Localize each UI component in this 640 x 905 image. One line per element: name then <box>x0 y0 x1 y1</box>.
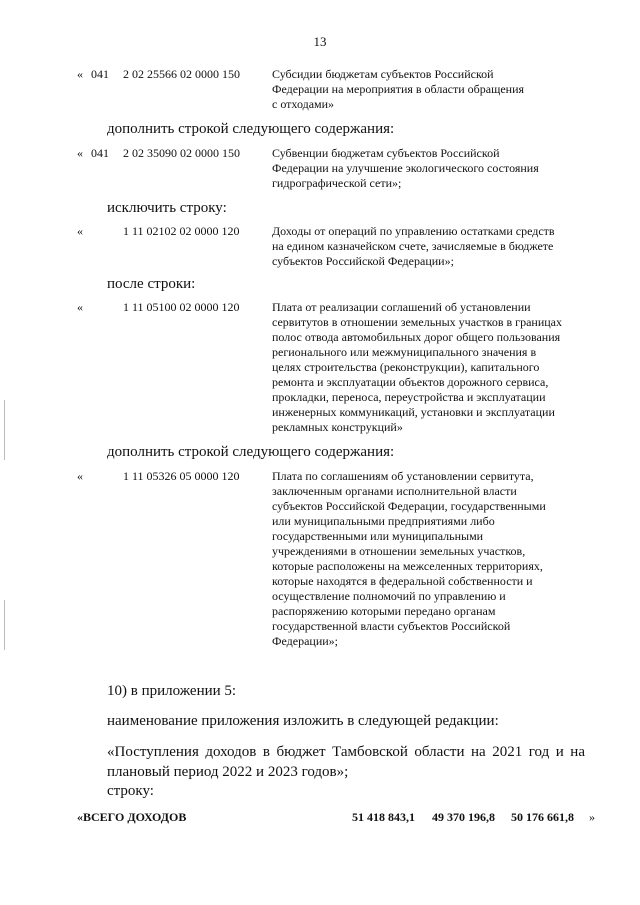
scan-edge-mark <box>4 400 5 460</box>
instruction-after-row: после строки: <box>107 276 196 292</box>
page-number: 13 <box>313 34 327 49</box>
entry-quote: « <box>77 469 83 483</box>
desc-line: ремонта и эксплуатации объектов дорожного сервиса, <box>272 375 549 389</box>
total-2021: 51 418 843,1 <box>352 810 415 824</box>
entry-description <box>272 146 602 191</box>
scan-edge-mark <box>4 600 5 650</box>
desc-line: гидрографической сети»; <box>272 176 402 190</box>
entry-budget-code: 1 11 05326 05 0000 120 <box>123 469 240 483</box>
name-instruction: наименование приложения изложить в следующей редакции: <box>107 713 499 729</box>
desc-line: регионального или межмуниципального значения в <box>272 345 537 359</box>
instruction-add-row: дополнить строкой следующего содержания: <box>107 444 395 460</box>
desc-line: заключенным органами исполнительной власти <box>272 484 517 498</box>
total-close-quote: » <box>589 810 595 824</box>
desc-line: Федерации на улучшение экологического состояния <box>272 161 539 175</box>
desc-line: прокладки, переноса, переустройства и эксплуатации <box>272 390 546 404</box>
row-instruction: строку: <box>107 783 154 799</box>
desc-line: Федерации на мероприятия в области обращения <box>272 82 525 96</box>
desc-line: рекламных конструкций» <box>272 420 403 434</box>
desc-line: Субсидии бюджетам субъектов Российской <box>272 67 494 81</box>
desc-line: субъектов Российской Федерации»; <box>272 254 454 268</box>
desc-line: Плата от реализации соглашений об установлении <box>272 300 531 314</box>
desc-line: Доходы от операций по управлению остатками средств <box>272 224 555 238</box>
desc-line: учреждениями в отношении земельных участков, <box>272 544 526 558</box>
entry-description <box>272 67 602 112</box>
entry-description <box>272 469 602 649</box>
entry-budget-code: 2 02 25566 02 0000 150 <box>123 67 240 81</box>
desc-line: государственными или муниципальными <box>272 529 484 543</box>
desc-line: распоряжению которыми передано органам <box>272 604 496 618</box>
desc-line: сервитутов в отношении земельных участков в границах <box>272 315 562 329</box>
desc-line: на едином казначейском счете, зачисляемые в бюджете <box>272 239 554 253</box>
desc-line: которые расположены на межселенных территориях, <box>272 559 543 573</box>
entry-quote: « <box>77 224 83 238</box>
total-2023: 50 176 661,8 <box>511 810 574 824</box>
entry-admin-code: 041 <box>91 67 109 81</box>
entry-quote: « <box>77 300 83 314</box>
total-2022: 49 370 196,8 <box>432 810 495 824</box>
desc-line: осуществление полномочий по управлению и <box>272 589 506 603</box>
desc-line: Плата по соглашениям об установлении сервитута, <box>272 469 534 483</box>
desc-line: Федерации»; <box>272 634 339 648</box>
entry-description <box>272 224 602 269</box>
entry-quote: « <box>77 67 83 81</box>
entry-budget-code: 2 02 35090 02 0000 150 <box>123 146 240 160</box>
desc-line: государственной власти субъектов Российской <box>272 619 511 633</box>
new-appendix-name: «Поступления доходов в бюджет Тамбовской области на 2021 год и на плановый период 2022 и 2023 годов»; <box>107 744 585 780</box>
desc-line: или муниципальными предприятиями либо <box>272 514 495 528</box>
desc-line: которые находятся в федеральной собственности и <box>272 574 533 588</box>
entry-description <box>272 300 602 435</box>
desc-line: полос отвода автомобильных дорог общего пользования <box>272 330 561 344</box>
item-10: 10) в приложении 5: <box>107 683 237 699</box>
entry-admin-code: 041 <box>91 146 109 160</box>
total-label: «ВСЕГО ДОХОДОВ <box>77 810 187 824</box>
desc-line: инженерных коммуникаций, установки и эксплуатации <box>272 405 555 419</box>
entry-quote: « <box>77 146 83 160</box>
desc-line: с отходами» <box>272 97 335 111</box>
desc-line: целях строительства (реконструкции), капитального <box>272 360 540 374</box>
instruction-add-row: дополнить строкой следующего содержания: <box>107 121 395 137</box>
instruction-exclude-row: исключить строку: <box>107 200 227 216</box>
entry-budget-code: 1 11 05100 02 0000 120 <box>123 300 240 314</box>
desc-line: субъектов Российской Федерации, государственными <box>272 499 546 513</box>
desc-line: Субвенции бюджетам субъектов Российской <box>272 146 500 160</box>
entry-budget-code: 1 11 02102 02 0000 120 <box>123 224 240 238</box>
